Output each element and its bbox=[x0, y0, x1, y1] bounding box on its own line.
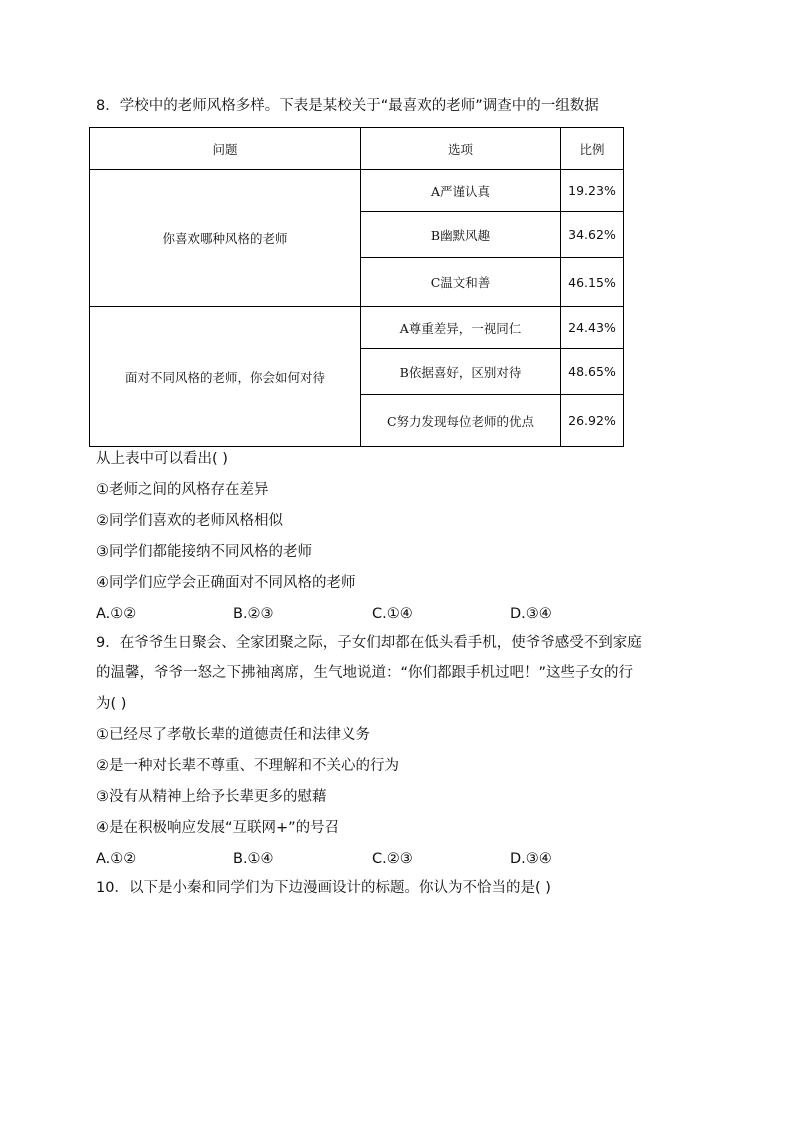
q8-statement-1: ①老师之间的风格存在差异 bbox=[96, 482, 269, 498]
option-cell: C努力发现每位老师的优点 bbox=[361, 395, 561, 447]
q9-choice-b[interactable]: B.①④ bbox=[233, 851, 274, 867]
question-cell-1: 你喜欢哪种风格的老师 bbox=[90, 170, 361, 307]
ratio-cell: 19.23% bbox=[561, 170, 624, 212]
option-cell: B幽默风趣 bbox=[361, 212, 561, 258]
q9-stem-line-3: 为( ) bbox=[96, 696, 127, 712]
q9-stem-line-2: 的温馨，爷爷一怒之下拂袖离席，生气地说道：“你们都跟手机过吧！”这些子女的行 bbox=[96, 665, 634, 681]
q10-stem: 10．以下是小秦和同学们为下边漫画设计的标题。你认为不恰当的是( ) bbox=[96, 880, 551, 896]
q8-statement-2: ②同学们喜欢的老师风格相似 bbox=[96, 513, 283, 529]
survey-table bbox=[89, 127, 624, 447]
option-cell: C温文和善 bbox=[361, 258, 561, 307]
ratio-cell: 46.15% bbox=[561, 258, 624, 307]
q8-statement-3: ③同学们都能接纳不同风格的老师 bbox=[96, 544, 312, 560]
ratio-cell: 48.65% bbox=[561, 349, 624, 395]
q9-choice-c[interactable]: C.②③ bbox=[372, 851, 413, 867]
q8-choice-b[interactable]: B.②③ bbox=[233, 606, 274, 622]
q8-choice-d[interactable]: D.③④ bbox=[510, 606, 552, 622]
ratio-cell: 26.92% bbox=[561, 395, 624, 447]
option-cell: A尊重差异，一视同仁 bbox=[361, 307, 561, 349]
q9-statement-3: ③没有从精神上给予长辈更多的慰藉 bbox=[96, 789, 327, 805]
q8-prompt: 从上表中可以看出( ) bbox=[96, 451, 228, 467]
option-cell: A严谨认真 bbox=[361, 170, 561, 212]
question-cell-2: 面对不同风格的老师，你会如何对待 bbox=[90, 307, 361, 447]
q8-choice-c[interactable]: C.①④ bbox=[372, 606, 413, 622]
q9-statement-4: ④是在积极响应发展“互联网+”的号召 bbox=[96, 820, 340, 836]
q9-statement-2: ②是一种对长辈不尊重、不理解和不关心的行为 bbox=[96, 758, 399, 774]
q9-choice-d[interactable]: D.③④ bbox=[510, 851, 552, 867]
header-question: 问题 bbox=[90, 128, 361, 170]
q8-statement-4: ④同学们应学会正确面对不同风格的老师 bbox=[96, 575, 356, 591]
ratio-cell: 34.62% bbox=[561, 212, 624, 258]
option-cell: B依据喜好，区别对待 bbox=[361, 349, 561, 395]
header-option: 选项 bbox=[361, 128, 561, 170]
q8-stem: 8．学校中的老师风格多样。下表是某校关于“最喜欢的老师”调查中的一组数据 bbox=[96, 98, 599, 114]
ratio-cell: 24.43% bbox=[561, 307, 624, 349]
q8-choice-a[interactable]: A.①② bbox=[96, 606, 137, 622]
q9-choice-a[interactable]: A.①② bbox=[96, 851, 137, 867]
q9-statement-1: ①已经尽了孝敬长辈的道德责任和法律义务 bbox=[96, 727, 370, 743]
header-ratio: 比例 bbox=[561, 128, 624, 170]
q9-stem-line-1: 9．在爷爷生日聚会、全家团聚之际，子女们却都在低头看手机，使爷爷感受不到家庭 bbox=[96, 635, 642, 651]
